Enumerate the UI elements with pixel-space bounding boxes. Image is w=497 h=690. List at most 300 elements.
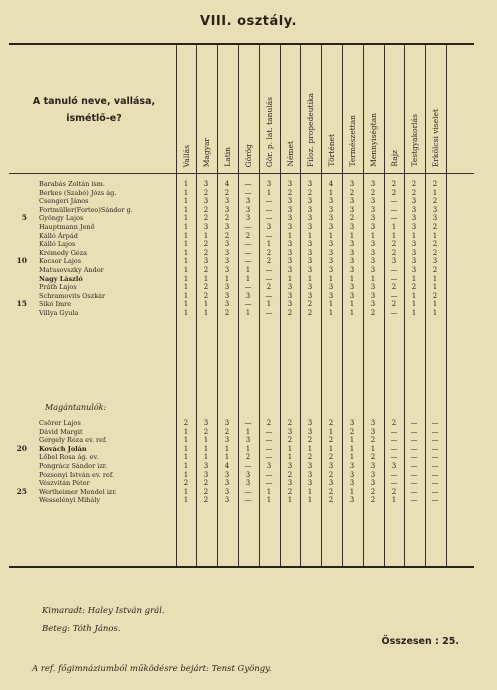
grade-cell: 2 xyxy=(370,309,376,317)
grade-cell: — xyxy=(265,231,273,240)
grade-cell: 3 xyxy=(266,180,272,188)
subject-label: Mennyiségtan xyxy=(368,113,378,167)
grade-cell: 2 xyxy=(183,419,189,427)
grade-cell: 3 xyxy=(328,283,334,292)
grade-cell: — xyxy=(410,453,418,462)
grade-cell: 3 xyxy=(203,470,209,479)
grade-cell: 2 xyxy=(328,419,334,427)
grade-cell: 1 xyxy=(307,444,313,453)
grade-cell: 3 xyxy=(307,427,313,436)
grade-cell: 2 xyxy=(224,231,230,240)
grade-cell: — xyxy=(431,419,439,427)
student-row xyxy=(9,471,474,480)
grade-cell: — xyxy=(265,197,273,206)
grade-cell: 3 xyxy=(349,470,355,479)
grade-cell: 3 xyxy=(287,291,293,300)
grade-cell: 3 xyxy=(224,205,230,214)
grade-cell: 3 xyxy=(328,462,334,470)
grade-cell: 3 xyxy=(328,197,334,206)
student-row xyxy=(9,206,474,215)
grade-cell: 2 xyxy=(432,223,438,231)
grade-cell: 3 xyxy=(224,291,230,300)
grade-cell: 3 xyxy=(349,283,355,292)
grade-cell: 1 xyxy=(432,274,438,283)
student-name: Gergely Róza ev. ref. xyxy=(39,436,108,445)
grade-cell: — xyxy=(390,266,398,274)
grade-cell: 1 xyxy=(183,427,189,436)
grade-cell: 3 xyxy=(307,248,313,257)
grade-cell: 3 xyxy=(328,240,334,249)
grade-cell: 2 xyxy=(307,436,313,445)
grade-cell: 3 xyxy=(224,266,230,274)
grade-cell: 2 xyxy=(287,436,293,445)
student-row xyxy=(9,309,474,318)
grade-cell: 3 xyxy=(370,205,376,214)
grade-cell: — xyxy=(431,453,439,462)
grade-cell: 1 xyxy=(224,444,230,453)
student-name: Matusovszky Andor xyxy=(39,266,104,274)
grade-cell: 2 xyxy=(411,188,417,197)
grade-cell: 3 xyxy=(203,462,209,470)
subject-label: Magyar xyxy=(201,137,211,167)
grade-cell: 2 xyxy=(203,248,209,257)
grade-cell: 3 xyxy=(307,419,313,427)
subject-label: Gör. p. lat. tanulás xyxy=(264,96,274,167)
grade-cell: 2 xyxy=(245,231,251,240)
grade-cell: — xyxy=(244,223,252,231)
grade-cell: 2 xyxy=(370,496,376,505)
grade-cell: 2 xyxy=(411,283,417,292)
subject-header xyxy=(322,49,340,167)
grade-cell: 1 xyxy=(391,223,397,231)
grade-cell: 2 xyxy=(411,180,417,188)
grade-cell: — xyxy=(410,496,418,505)
grade-cell: 3 xyxy=(245,479,251,488)
student-row xyxy=(9,488,474,497)
grade-cell: 2 xyxy=(391,180,397,188)
subject-header xyxy=(281,49,299,167)
grade-cell: — xyxy=(431,462,439,470)
student-name: Kálló Lajos xyxy=(39,240,76,249)
student-row xyxy=(9,223,474,232)
grade-cell: 3 xyxy=(287,197,293,206)
grade-cell: 3 xyxy=(349,496,355,505)
subject-label: Történet xyxy=(326,134,336,167)
grade-cell: 2 xyxy=(349,427,355,436)
grade-cell: 3 xyxy=(287,300,293,309)
grade-cell: 4 xyxy=(328,180,334,188)
grade-cell: 1 xyxy=(203,309,209,317)
subject-label: Testgyakorlás xyxy=(409,114,419,167)
grade-cell: 3 xyxy=(328,291,334,300)
student-name: Fortmüller(Forteo)Sándor g. xyxy=(39,205,133,214)
grade-table xyxy=(9,43,474,568)
grade-cell: 3 xyxy=(349,180,355,188)
grade-cell: 3 xyxy=(349,462,355,470)
grade-cell: 3 xyxy=(287,257,293,266)
grade-cell: 1 xyxy=(287,453,293,462)
grade-cell: 3 xyxy=(411,257,417,266)
grade-cell: 3 xyxy=(349,257,355,266)
student-row xyxy=(9,197,474,206)
grade-cell: 3 xyxy=(224,479,230,488)
grade-cell: 1 xyxy=(307,496,313,505)
grade-cell: 3 xyxy=(411,223,417,231)
grade-cell: 2 xyxy=(391,300,397,309)
grade-cell: 3 xyxy=(266,462,272,470)
grade-cell: 2 xyxy=(287,188,293,197)
grade-cell: 3 xyxy=(370,180,376,188)
grade-cell: 2 xyxy=(245,453,251,462)
grade-cell: 2 xyxy=(307,309,313,317)
grade-cell: 2 xyxy=(287,309,293,317)
grade-cell: 2 xyxy=(432,180,438,188)
grade-cell: 1 xyxy=(370,274,376,283)
grade-cell: 1 xyxy=(203,453,209,462)
grade-cell: 2 xyxy=(307,300,313,309)
grade-cell: 3 xyxy=(224,436,230,445)
grade-cell: 2 xyxy=(432,248,438,257)
grade-cell: 3 xyxy=(349,479,355,488)
subject-label: Vallás xyxy=(181,144,191,167)
grade-cell: 1 xyxy=(287,231,293,240)
grade-cell: 3 xyxy=(432,214,438,223)
student-name: Csengeri János xyxy=(39,197,89,206)
grade-cell: 1 xyxy=(349,444,355,453)
grade-cell: 3 xyxy=(370,248,376,257)
grade-cell: 1 xyxy=(328,274,334,283)
grade-cell: 3 xyxy=(287,205,293,214)
grade-cell: 3 xyxy=(370,300,376,309)
grade-cell: 1 xyxy=(183,274,189,283)
subject-label: Erkölcsi viselet xyxy=(430,108,440,167)
grade-cell: 3 xyxy=(224,300,230,309)
grade-cell: 3 xyxy=(370,479,376,488)
grade-cell: 1 xyxy=(391,231,397,240)
grade-cell: 3 xyxy=(307,291,313,300)
grade-cell: — xyxy=(265,427,273,436)
grade-cell: 1 xyxy=(266,188,272,197)
subject-header xyxy=(385,49,403,167)
grade-cell: 3 xyxy=(287,240,293,249)
grade-cell: — xyxy=(265,291,273,300)
grade-cell: 3 xyxy=(245,214,251,223)
footer-sick: Beteg: Tóth János. xyxy=(42,624,121,634)
subject-label: Görög xyxy=(243,143,253,167)
grade-cell: 1 xyxy=(224,453,230,462)
grade-cell: 1 xyxy=(203,231,209,240)
grade-cell: 3 xyxy=(307,283,313,292)
grade-cell: 3 xyxy=(328,248,334,257)
student-name: Práth Lajos xyxy=(39,283,77,292)
student-row xyxy=(9,428,474,437)
grade-cell: 2 xyxy=(391,487,397,496)
grade-cell: — xyxy=(390,214,398,223)
grade-cell: 3 xyxy=(328,223,334,231)
grade-cell: — xyxy=(431,444,439,453)
grade-cell: 1 xyxy=(183,444,189,453)
grade-cell: 1 xyxy=(411,291,417,300)
grade-cell: 3 xyxy=(224,223,230,231)
student-row xyxy=(9,266,474,275)
grade-cell: 2 xyxy=(328,436,334,445)
grade-cell: — xyxy=(244,257,252,266)
grade-cell: 3 xyxy=(370,462,376,470)
grade-cell: 1 xyxy=(370,444,376,453)
grade-cell: 3 xyxy=(411,266,417,274)
grade-cell: 3 xyxy=(349,419,355,427)
grade-cell: 1 xyxy=(349,231,355,240)
student-row xyxy=(9,479,474,488)
grade-cell: 1 xyxy=(349,309,355,317)
grade-cell: 3 xyxy=(203,257,209,266)
student-name: Dávid Margit xyxy=(39,427,83,436)
grade-cell: 3 xyxy=(224,470,230,479)
student-row xyxy=(9,453,474,462)
grade-cell: — xyxy=(244,188,252,197)
grade-cell: 1 xyxy=(349,300,355,309)
grade-cell: — xyxy=(431,470,439,479)
grade-cell: — xyxy=(390,436,398,445)
grade-cell: 1 xyxy=(183,223,189,231)
grade-cell: 3 xyxy=(307,240,313,249)
grade-cell: 2 xyxy=(203,205,209,214)
grade-cell: — xyxy=(390,453,398,462)
student-row xyxy=(9,419,474,428)
grade-cell: 1 xyxy=(391,496,397,505)
grade-cell: 1 xyxy=(432,300,438,309)
grade-cell: 1 xyxy=(287,274,293,283)
grade-cell: 2 xyxy=(203,266,209,274)
grade-cell: 1 xyxy=(349,453,355,462)
grade-cell: 3 xyxy=(266,223,272,231)
grade-cell: 2 xyxy=(203,487,209,496)
grade-cell: 1 xyxy=(411,309,417,317)
grade-cell: 2 xyxy=(203,240,209,249)
grade-cell: 3 xyxy=(349,205,355,214)
grade-cell: — xyxy=(244,248,252,257)
student-row xyxy=(9,462,474,471)
grade-cell: 1 xyxy=(245,266,251,274)
grade-cell: 3 xyxy=(307,180,313,188)
grade-cell: 3 xyxy=(224,197,230,206)
grade-cell: — xyxy=(244,462,252,470)
grade-cell: 3 xyxy=(287,479,293,488)
grade-cell: 1 xyxy=(432,231,438,240)
student-row xyxy=(9,214,474,223)
grade-cell: 2 xyxy=(203,283,209,292)
grade-cell: 3 xyxy=(411,214,417,223)
grade-cell: 1 xyxy=(328,427,334,436)
grade-cell: 3 xyxy=(287,427,293,436)
student-row xyxy=(9,249,474,258)
grade-cell: 2 xyxy=(432,240,438,249)
grade-cell: — xyxy=(244,180,252,188)
grade-cell: — xyxy=(431,427,439,436)
grade-cell: 2 xyxy=(391,283,397,292)
grade-cell: 3 xyxy=(370,419,376,427)
grade-cell: 3 xyxy=(287,266,293,274)
grade-cell: — xyxy=(410,427,418,436)
grade-cell: — xyxy=(265,444,273,453)
grade-cell: 2 xyxy=(307,453,313,462)
grade-cell: 3 xyxy=(391,462,397,470)
grade-cell: 3 xyxy=(391,257,397,266)
student-row xyxy=(9,240,474,249)
student-name: Kovách Jolán xyxy=(39,444,87,453)
grade-cell: 3 xyxy=(307,266,313,274)
grade-cell: 3 xyxy=(224,283,230,292)
student-row xyxy=(9,189,474,198)
grade-cell: 3 xyxy=(370,223,376,231)
student-row xyxy=(9,232,474,241)
grade-cell: 3 xyxy=(224,248,230,257)
footer-total: Összesen : 25. xyxy=(381,636,459,647)
grade-cell: 1 xyxy=(349,436,355,445)
grade-cell: 3 xyxy=(328,479,334,488)
grade-cell: 1 xyxy=(328,231,334,240)
grade-cell: 3 xyxy=(224,240,230,249)
grade-cell: 3 xyxy=(245,436,251,445)
student-name: Berkes (Szabó) Józs ág. xyxy=(39,188,117,197)
subject-header xyxy=(260,49,278,167)
student-name: Pongrácz Sándor izr. xyxy=(39,462,108,470)
grade-cell: 1 xyxy=(183,462,189,470)
grade-cell: 1 xyxy=(245,427,251,436)
student-name: Wertheimer Mendel izr. xyxy=(39,487,117,496)
grade-cell: 1 xyxy=(183,266,189,274)
grade-cell: 3 xyxy=(287,223,293,231)
grade-cell: — xyxy=(390,309,398,317)
grade-cell: 3 xyxy=(245,470,251,479)
grade-cell: 2 xyxy=(328,496,334,505)
grade-cell: 1 xyxy=(307,487,313,496)
column-header-student: A tanuló neve, vallása, ismétlő-e? xyxy=(32,96,156,124)
grade-cell: 1 xyxy=(183,283,189,292)
grade-cell: 2 xyxy=(328,487,334,496)
grade-cell: 3 xyxy=(411,240,417,249)
grade-cell: — xyxy=(390,197,398,206)
subject-header xyxy=(364,49,382,167)
grade-cell: 3 xyxy=(245,197,251,206)
grade-cell: 2 xyxy=(391,240,397,249)
row-number: 20 xyxy=(16,443,27,453)
row-number: 10 xyxy=(16,256,27,266)
grade-cell: 1 xyxy=(183,214,189,223)
grade-cell: 3 xyxy=(432,257,438,266)
grade-cell: 1 xyxy=(183,453,189,462)
grade-cell: 3 xyxy=(224,487,230,496)
grade-cell: 3 xyxy=(411,248,417,257)
grade-cell: 3 xyxy=(370,214,376,223)
grade-cell: 1 xyxy=(328,188,334,197)
student-name: Csörer Lajos xyxy=(39,419,81,427)
grade-cell: 1 xyxy=(432,188,438,197)
grade-cell: 1 xyxy=(411,231,417,240)
grade-cell: 3 xyxy=(224,257,230,266)
grade-cell: — xyxy=(410,419,418,427)
grade-cell: 1 xyxy=(203,436,209,445)
grade-cell: 3 xyxy=(411,205,417,214)
grade-cell: — xyxy=(390,427,398,436)
grade-cell: 2 xyxy=(183,479,189,488)
grade-cell: 2 xyxy=(328,470,334,479)
grade-cell: — xyxy=(265,214,273,223)
footer-note: A ref. főgimnáziumból működésre bejárt: Tenst Gyöngy. xyxy=(32,664,272,674)
grade-cell: 3 xyxy=(370,283,376,292)
grade-cell: 3 xyxy=(307,257,313,266)
grade-cell: 3 xyxy=(370,240,376,249)
grade-cell: 2 xyxy=(266,419,272,427)
grade-cell: 1 xyxy=(203,300,209,309)
subject-label: Filoz. propedeutika xyxy=(305,93,315,167)
grade-cell: 1 xyxy=(183,231,189,240)
grade-cell: 1 xyxy=(307,274,313,283)
grade-cell: 3 xyxy=(224,496,230,505)
grade-cell: 3 xyxy=(307,462,313,470)
grade-cell: 1 xyxy=(432,283,438,292)
grade-cell: 3 xyxy=(349,248,355,257)
grade-cell: — xyxy=(265,479,273,488)
grade-cell: 1 xyxy=(203,444,209,453)
grade-cell: 3 xyxy=(349,240,355,249)
grade-cell: 3 xyxy=(224,419,230,427)
student-name: Villya Gyula xyxy=(39,309,79,317)
grade-cell: 2 xyxy=(349,188,355,197)
grade-cell: 3 xyxy=(349,266,355,274)
grade-cell: 1 xyxy=(183,180,189,188)
grade-cell: 1 xyxy=(432,309,438,317)
student-name: Sikó Imre xyxy=(39,300,72,309)
grade-cell: 1 xyxy=(266,487,272,496)
grade-cell: — xyxy=(431,436,439,445)
grade-cell: 2 xyxy=(287,419,293,427)
student-name: Vészvitán Péter xyxy=(39,479,90,488)
student-name: Gyöngy Lajos xyxy=(39,214,84,223)
grade-cell: — xyxy=(244,419,252,427)
grade-cell: — xyxy=(244,487,252,496)
student-name: Schramovits Oszkár xyxy=(39,291,106,300)
row-number: 5 xyxy=(21,213,27,223)
grade-cell: — xyxy=(410,436,418,445)
student-row xyxy=(9,180,474,189)
subject-header xyxy=(343,49,361,167)
footer-absent: Kimaradt: Haley István grál. xyxy=(42,606,165,616)
grade-cell: 1 xyxy=(183,496,189,505)
grade-cell: 1 xyxy=(183,300,189,309)
grade-cell: 2 xyxy=(266,257,272,266)
subject-header xyxy=(239,49,257,167)
grade-cell: 2 xyxy=(432,291,438,300)
grade-cell: 2 xyxy=(328,453,334,462)
grade-cell: 3 xyxy=(349,291,355,300)
grade-cell: 1 xyxy=(287,444,293,453)
grade-cell: — xyxy=(244,300,252,309)
grade-cell: 1 xyxy=(183,205,189,214)
grade-cell: — xyxy=(410,462,418,470)
grade-cell: 3 xyxy=(203,197,209,206)
grade-cell: 3 xyxy=(307,223,313,231)
grade-cell: 1 xyxy=(245,274,251,283)
grade-cell: 2 xyxy=(370,453,376,462)
grade-cell: 2 xyxy=(224,427,230,436)
grade-cell: — xyxy=(244,496,252,505)
grade-cell: — xyxy=(265,266,273,274)
grade-cell: 3 xyxy=(307,214,313,223)
grade-cell: — xyxy=(390,205,398,214)
grade-cell: 2 xyxy=(203,496,209,505)
grade-cell: 1 xyxy=(411,274,417,283)
